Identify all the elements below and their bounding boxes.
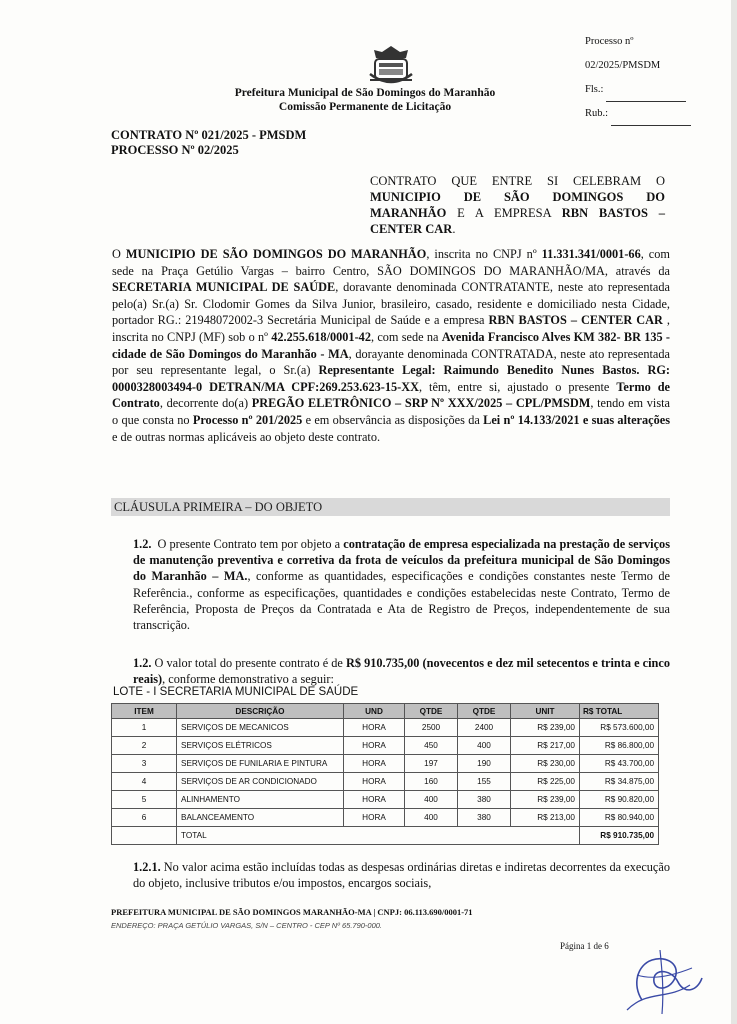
intro-bold: 42.255.618/0001-42 xyxy=(271,329,371,344)
column-header: UND xyxy=(344,704,405,719)
cell-unit-price: R$ 213,00 xyxy=(511,809,580,827)
header-prefeitura: Prefeitura Municipal de São Domingos do Maranhão xyxy=(234,87,496,99)
intro-text: , dorayante denominada CONTRATADA, neste ato representada por seu representante legal, o Sr.(a) xyxy=(112,346,670,378)
item-text: , conforme as quantidades, especificações e condições constantes neste Termo de Referência., conforme as especificações, quantidades e condições estabelecidas neste Contrato, Termo de Referência, Proposta de Preços da Contratada e Ata de Registro de Preços, independentemente de sua transcrição. xyxy=(133,569,671,633)
cell-total: R$ 573.600,00 xyxy=(580,719,659,737)
item-number: 1.2. xyxy=(133,537,152,551)
intro-bold: Representante Legal: Raimundo Benedito Nunes Bastos. RG: 0000328003494-0 DETRAN/MA CPF:269.253.623-15-XX xyxy=(112,363,670,394)
cell-qty: 400 xyxy=(405,809,458,827)
item-number: 1.2. xyxy=(133,656,152,670)
intro-bold: Processo nº 201/2025 xyxy=(192,412,303,427)
contract-process: PROCESSO Nº 02/2025 xyxy=(111,143,239,157)
intro-bold: PREGÃO ELETRÔNICO – SRP Nº XXX/2025 – CPL/PMSDM xyxy=(251,396,591,411)
column-header: ITEM xyxy=(112,704,177,719)
cell-item: 3 xyxy=(112,755,177,773)
table-total-row xyxy=(112,827,659,845)
item-text: O presente Contrato tem por objeto a xyxy=(157,537,344,551)
intro-text: O xyxy=(112,247,126,261)
cell-item: 2 xyxy=(112,737,177,755)
column-header: UNIT xyxy=(511,704,580,719)
rub-field xyxy=(585,102,703,126)
header-comissao: Comissão Permanente de Licitação xyxy=(278,101,452,113)
cell-item: 6 xyxy=(112,809,177,827)
cell-total: R$ 86.800,00 xyxy=(580,737,659,755)
cell-unit-price: R$ 225,00 xyxy=(511,773,580,791)
table-row xyxy=(112,773,659,791)
cell-qty: 197 xyxy=(405,755,458,773)
cell-qty: 380 xyxy=(458,809,511,827)
cell-qty: 400 xyxy=(405,791,458,809)
cell-unit: HORA xyxy=(344,719,405,737)
rub-line xyxy=(611,114,691,126)
fls-field xyxy=(585,78,703,102)
cell-empty xyxy=(112,827,177,845)
intro-bold: Avenida Francisco Alves KM 382- BR 135 -cidade de São Domingos do Maranhão - MA xyxy=(112,329,671,361)
cell-qty: 400 xyxy=(458,737,511,755)
intro-bold: 11.331.341/0001-66 xyxy=(541,247,641,261)
cell-total: R$ 90.820,00 xyxy=(580,791,659,809)
cell-unit-price: R$ 230,00 xyxy=(511,755,580,773)
lote-table xyxy=(111,703,659,845)
clause-item-costs xyxy=(133,860,670,891)
process-number: Processo nº 02/2025/PMSDM xyxy=(585,36,661,71)
fls-line xyxy=(606,90,686,102)
cell-unit: HORA xyxy=(344,773,405,791)
intro-bold: Termo de Contrato xyxy=(112,379,670,411)
cell-description: ALINHAMENTO xyxy=(177,791,344,809)
cell-item: 1 xyxy=(112,719,177,737)
intro-bold: SECRETARIA MUNICIPAL DE SAÚDE xyxy=(112,280,336,295)
intro-bold: MUNICIPIO DE SÃO DOMINGOS DO MARANHÃO xyxy=(125,247,427,261)
item-number: 1.2.1. xyxy=(133,860,161,874)
intro-text: , têm, entre si, ajustado o presente xyxy=(419,379,617,394)
preamble-municipality: MUNICIPIO DE SÃO DOMINGOS DO MARANHÃO xyxy=(370,190,665,220)
process-stamp xyxy=(585,30,703,126)
intro-text: , inscrita no CNPJ nº xyxy=(426,247,542,261)
preamble-text: . xyxy=(452,222,456,236)
cell-total: R$ 43.700,00 xyxy=(580,755,659,773)
cell-unit-price: R$ 217,00 xyxy=(511,737,580,755)
cell-unit: HORA xyxy=(344,791,405,809)
cell-qty: 155 xyxy=(458,773,511,791)
intro-text: , decorrente do(a) xyxy=(159,396,252,411)
preamble-text: E A EMPRESA xyxy=(446,206,562,220)
cell-qty: 160 xyxy=(405,773,458,791)
cell-total: R$ 34.875,00 xyxy=(580,773,659,791)
rub-label: Rub.: xyxy=(585,108,609,119)
lote-title: LOTE - I SECRETARIA MUNICIPAL DE SAÚDE xyxy=(113,686,359,698)
parties-paragraph xyxy=(112,246,670,445)
cell-item: 4 xyxy=(112,773,177,791)
intro-bold: RBN BASTOS – CENTER CAR xyxy=(488,313,663,328)
cell-qty: 190 xyxy=(458,755,511,773)
column-header: QTDE xyxy=(458,704,511,719)
total-value: R$ 910.735,00 xyxy=(580,827,659,845)
coat-of-arms-icon xyxy=(366,44,416,88)
cell-item: 5 xyxy=(112,791,177,809)
column-header: R$ TOTAL xyxy=(580,704,659,719)
column-header: QTDE xyxy=(405,704,458,719)
cell-unit-price: R$ 239,00 xyxy=(511,719,580,737)
clause-item-value xyxy=(133,656,670,687)
intro-text: , com sede na Praça Getúlio Vargas – bairro Centro, SÃO DOMINGOS DO MARANHÃO/MA, através da xyxy=(112,247,670,278)
clause-item-object xyxy=(133,536,670,633)
cell-qty: 2400 xyxy=(458,719,511,737)
signature-icon xyxy=(612,930,707,1020)
intro-text: , doravante denominada CONTRATANTE, neste ato representada pelo(a) Sr.(a) Sr. Clodomir Gomes da Silva Junior, brasileiro, casado, residente e domiciliado nesta Cidade, portador RG.: 21948072002-3 Secretária Municipal de Saúde e a empresa xyxy=(112,280,670,328)
intro-text: , inscrita no CNPJ (MF) sob o nº xyxy=(112,313,670,344)
cell-unit: HORA xyxy=(344,755,405,773)
item-text: , conforme demonstrativo a seguir: xyxy=(162,671,334,686)
scan-edge xyxy=(731,0,737,1024)
cell-description: BALANCEAMENTO xyxy=(177,809,344,827)
total-label: TOTAL xyxy=(177,827,580,845)
cell-description: SERVIÇOS DE FUNILARIA E PINTURA xyxy=(177,755,344,773)
cell-total: R$ 80.940,00 xyxy=(580,809,659,827)
preamble-text: CONTRATO QUE ENTRE SI CELEBRAM O xyxy=(370,174,665,188)
intro-bold: Lei nº 14.133/2021 e suas alterações xyxy=(483,412,670,427)
column-header: DESCRIÇÃO xyxy=(177,704,344,719)
cell-description: SERVIÇOS ELÉTRICOS xyxy=(177,737,344,755)
table-row xyxy=(112,719,659,737)
item-bold: contratação de empresa especializada na prestação de serviços de manutenção preventiva e corretiva da frota de veículos da prefeitura municipal de São Domingos do Maranhão – MA. xyxy=(133,537,670,584)
clause-heading: CLÁUSULA PRIMEIRA – DO OBJETO xyxy=(111,498,670,516)
item-text: O valor total do presente contrato é de xyxy=(151,656,346,670)
fls-label: Fls.: xyxy=(585,84,604,95)
table-header-row xyxy=(112,704,659,719)
intro-text: , com sede na xyxy=(370,329,442,344)
cell-description: SERVIÇOS DE MECANICOS xyxy=(177,719,344,737)
cell-qty: 2500 xyxy=(405,719,458,737)
cell-description: SERVIÇOS DE AR CONDICIONADO xyxy=(177,773,344,791)
footer-address: ENDEREÇO: PRAÇA GETÚLIO VARGAS, S/N – CENTRO - CEP Nº 65.790-000. xyxy=(111,921,383,930)
document-header xyxy=(180,86,550,114)
cell-qty: 380 xyxy=(458,791,511,809)
intro-text: , tendo em vista o que consta no xyxy=(112,396,670,427)
intro-text: e em observância as disposições da xyxy=(302,412,484,427)
cell-unit: HORA xyxy=(344,737,405,755)
footer-prefeitura: PREFEITURA MUNICIPAL DE SÃO DOMINGOS MARANHÃO-MA | CNPJ: 06.113.690/0001-71 xyxy=(111,907,473,917)
cell-qty: 450 xyxy=(405,737,458,755)
contract-number: CONTRATO Nº 021/2025 - PMSDM xyxy=(111,128,307,142)
cell-unit-price: R$ 239,00 xyxy=(511,791,580,809)
item-bold: R$ 910.735,00 (novecentos e dez mil setecentos e trinta e cinco reais) xyxy=(133,656,670,686)
table-row xyxy=(112,809,659,827)
table-row xyxy=(112,755,659,773)
contract-heading xyxy=(111,128,306,158)
table-row xyxy=(112,737,659,755)
page-number: Página 1 de 6 xyxy=(560,941,609,951)
preamble-company: RBN BASTOS – CENTER CAR xyxy=(370,206,665,236)
table-row xyxy=(112,791,659,809)
contract-preamble xyxy=(370,173,665,237)
intro-text: e de outras normas aplicáveis ao objeto deste contrato. xyxy=(112,429,381,444)
item-text: No valor acima estão incluídas todas as despesas ordinárias diretas e indiretas decorrentes da execução do objeto, inclusive tributos e/ou impostos, encargos sociais, xyxy=(133,860,670,890)
cell-unit: HORA xyxy=(344,809,405,827)
